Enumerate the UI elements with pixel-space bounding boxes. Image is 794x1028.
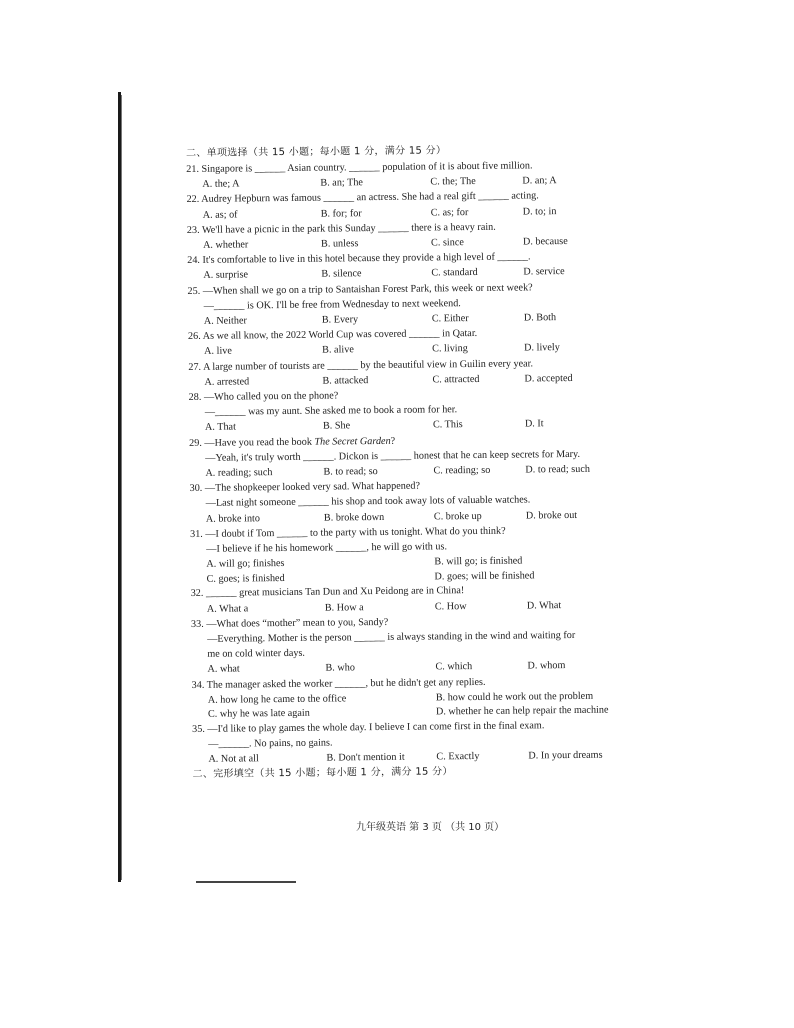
option-d[interactable]: D. What — [526, 599, 562, 611]
question-item — [189, 385, 629, 435]
option-d[interactable]: D. to read; such — [525, 463, 590, 476]
question-list — [186, 157, 632, 767]
question-item — [187, 218, 627, 253]
option-c[interactable]: C. How — [434, 600, 467, 612]
question-item — [187, 279, 627, 329]
question-dialogue-line: —______ was my aunt. She asked me to book a room for her. — [204, 404, 458, 418]
question-item — [188, 355, 628, 390]
option-b[interactable]: B. silence — [321, 268, 362, 280]
option-d[interactable]: D. service — [523, 266, 565, 278]
question-stem: 29. —Have you read the book The Secret Garden? — [189, 435, 396, 449]
option-a[interactable]: A. how long he came to the office — [207, 693, 347, 706]
question-stem: 28. —Who called you on the phone? — [188, 390, 339, 403]
option-c[interactable]: C. This — [432, 419, 463, 431]
option-b[interactable]: B. an; The — [320, 177, 364, 189]
question-item — [192, 673, 632, 722]
option-b[interactable]: B. broke down — [323, 511, 385, 524]
section-title-cloze: 二、完形填空（共 15 小题；每小题 1 分，满分 15 分） — [192, 766, 453, 781]
option-a[interactable]: A. surprise — [203, 269, 249, 282]
question-stem: 27. A large number of tourists are ______ by the beautiful view in Guilin every year. — [188, 357, 534, 373]
option-d[interactable]: D. lively — [524, 342, 560, 354]
option-a[interactable]: A. as; of — [202, 209, 238, 221]
option-a[interactable]: A. what — [207, 663, 240, 676]
option-d[interactable]: D. because — [522, 235, 568, 248]
option-c[interactable]: C. as; for — [430, 206, 469, 219]
option-d[interactable]: D. whether he can help repair the machine — [435, 704, 609, 718]
option-c[interactable]: C. since — [430, 237, 464, 249]
question-dialogue-line: —Yeah, it's truly worth ______. Dickon is ______ honest that he can keep secrets for Mary. — [205, 448, 581, 464]
question-stem: 35. —I'd like to play games the whole day. I believe I can come first in the final exam. — [192, 720, 545, 735]
question-stem: 32. ______ great musicians Tan Dun and Xu Peidong are in China! — [190, 585, 465, 600]
option-d[interactable]: D. broke out — [525, 509, 578, 521]
option-c[interactable]: C. the; The — [430, 176, 476, 188]
option-a[interactable]: A. Neither — [203, 315, 247, 327]
option-b[interactable]: B. how could he work out the problem — [435, 690, 594, 704]
option-d[interactable]: D. accepted — [524, 372, 573, 385]
question-item — [190, 476, 630, 526]
option-b[interactable]: B. will go; is finished — [434, 555, 523, 568]
question-item — [188, 325, 628, 360]
option-c[interactable]: C. standard — [431, 267, 478, 279]
question-item — [192, 717, 632, 767]
option-d[interactable]: D. goes; will be finished — [434, 570, 535, 583]
option-b[interactable]: B. to read; so — [323, 465, 378, 478]
question-item — [191, 612, 632, 677]
question-stem: 31. —I doubt if Tom ______ to the party with us tonight. What do you think? — [190, 525, 506, 540]
question-dialogue-line: —Everything. Mother is the person ______ is always standing in the wind and waiting for — [207, 629, 576, 645]
question-stem: 25. —When shall we go on a trip to Santaishan Forest Park, this week or next week? — [187, 281, 533, 297]
option-b[interactable]: B. for; for — [320, 207, 362, 220]
option-b[interactable]: B. attacked — [322, 374, 369, 387]
question-dialogue-line: —______. No pains, no gains. — [208, 737, 333, 750]
option-c[interactable]: C. broke up — [433, 510, 482, 522]
scan-edge-bottom — [196, 881, 296, 883]
option-b[interactable]: B. Don't mention it — [326, 752, 405, 764]
exam-page — [186, 141, 633, 783]
question-item — [186, 157, 626, 192]
option-c[interactable]: C. Either — [431, 313, 469, 325]
option-b[interactable]: B. unless — [320, 238, 359, 250]
option-d[interactable]: D. In your dreams — [528, 749, 603, 762]
question-item — [190, 522, 631, 586]
question-stem: 21. Singapore is ______ Asian country. ______ population of it is about five million. — [186, 160, 533, 175]
option-d[interactable]: D. to; in — [522, 205, 557, 218]
question-stem: 34. The manager asked the worker ______, but he didn't get any replies. — [191, 676, 486, 691]
section-title-single-choice: 二、单项选择（共 15 小题；每小题 1 分，满分 15 分） — [186, 145, 447, 159]
option-c[interactable]: C. living — [432, 343, 468, 355]
option-d[interactable]: D. It — [524, 418, 544, 430]
option-a[interactable]: A. arrested — [204, 376, 250, 388]
scan-edge-shadow — [121, 95, 122, 880]
option-a[interactable]: A. That — [204, 421, 236, 434]
option-d[interactable]: D. Both — [523, 312, 557, 324]
option-a[interactable]: A. broke into — [205, 512, 261, 525]
page-footer: 九年级英语 第 3 页 （共 10 页） — [356, 822, 505, 833]
question-stem: 22. Audrey Hepburn was famous ______ an actress. She had a real gift ______ acting. — [186, 190, 539, 206]
option-c[interactable]: C. why he was late again — [207, 708, 310, 721]
option-b[interactable]: B. who — [325, 662, 355, 674]
option-b[interactable]: B. Every — [321, 314, 359, 326]
option-d[interactable]: D. whom — [527, 660, 566, 672]
question-item — [189, 431, 629, 481]
question-item — [191, 582, 631, 617]
question-item — [186, 188, 626, 223]
option-c[interactable]: C. Exactly — [436, 751, 480, 763]
question-item — [187, 249, 627, 284]
option-d[interactable]: D. an; A — [522, 175, 557, 187]
option-c[interactable]: C. which — [435, 661, 473, 673]
question-stem: 24. It's comfortable to live in this hotel because they provide a high level of ______. — [187, 251, 531, 267]
option-a[interactable]: A. What a — [206, 602, 249, 615]
book-title: The Secret Garden — [314, 435, 391, 448]
question-dialogue-line: —I believe if he his homework ______, he will go with us. — [206, 541, 448, 555]
option-a[interactable]: A. will go; finishes — [206, 558, 285, 570]
option-a[interactable]: A. live — [204, 345, 232, 358]
question-dialogue-line: me on cold winter days. — [207, 647, 305, 660]
question-stem: 30. —The shopkeeper looked very sad. What happened? — [189, 480, 421, 495]
option-b[interactable]: B. She — [322, 420, 351, 432]
option-c[interactable]: C. reading; so — [433, 464, 491, 477]
option-b[interactable]: B. How a — [324, 601, 364, 614]
question-dialogue-line: —Last night someone ______ his shop and took away lots of valuable watches. — [205, 494, 531, 510]
option-a[interactable]: A. Not at all — [208, 753, 259, 766]
option-c[interactable]: C. attracted — [432, 373, 480, 386]
question-stem: 33. —What does “mother” mean to you, Sandy? — [190, 616, 389, 630]
option-a[interactable]: A. reading; such — [205, 467, 273, 479]
option-b[interactable]: B. alive — [322, 344, 354, 356]
question-dialogue-line: —______ is OK. I'll be free from Wednesday to next weekend. — [203, 297, 461, 312]
option-a[interactable]: A. whether — [202, 239, 249, 251]
question-stem: 23. We'll have a picnic in the park this Sunday ______ there is a heavy rain. — [186, 221, 496, 236]
question-stem: 26. As we all know, the 2022 World Cup was covered ______ in Qatar. — [187, 328, 478, 343]
option-c[interactable]: C. goes; is finished — [206, 572, 285, 585]
option-a[interactable]: A. the; A — [202, 178, 240, 191]
